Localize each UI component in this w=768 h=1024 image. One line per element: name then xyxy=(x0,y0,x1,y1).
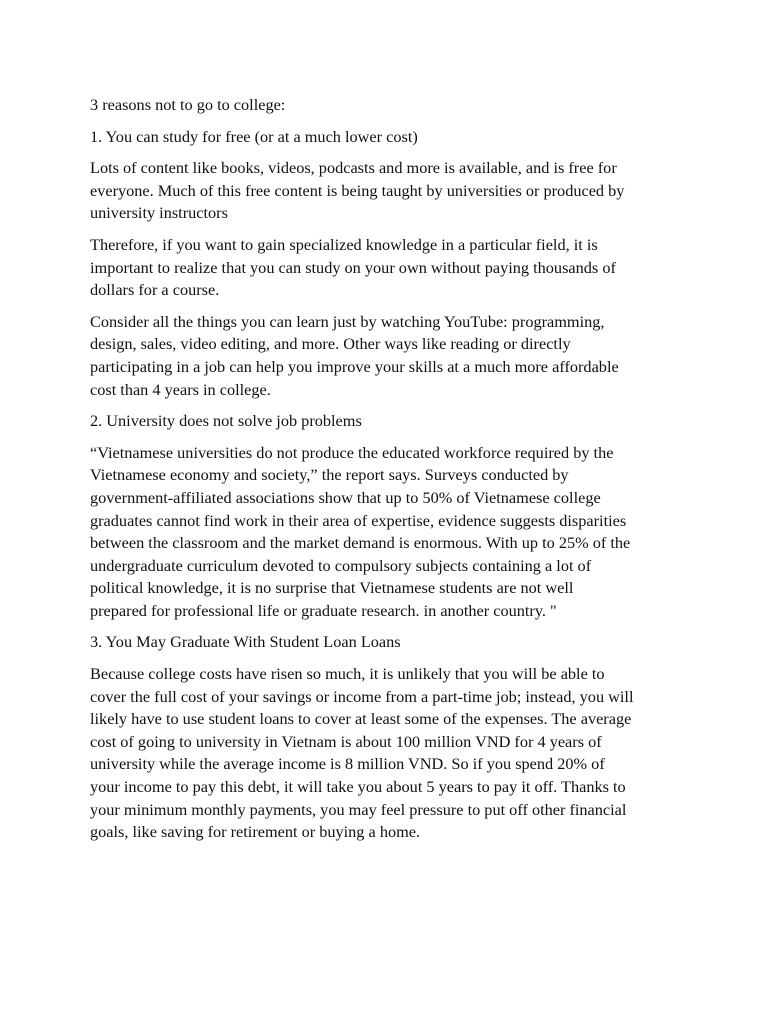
paragraph-line: cover the full cost of your savings or income from a part-time job; instead, you will xyxy=(90,686,634,706)
section-heading-3: 3. You May Graduate With Student Loan Loans xyxy=(90,632,401,652)
paragraph-line: your minimum monthly payments, you may feel pressure to put off other financial xyxy=(90,799,627,819)
paragraph-line: government-affiliated associations show that up to 50% of Vietnamese college xyxy=(90,487,601,507)
paragraph-line: graduates cannot find work in their area of expertise, evidence suggests disparities xyxy=(90,510,627,530)
paragraph-line: Consider all the things you can learn just by watching YouTube: programming, xyxy=(90,311,605,331)
paragraph-free-content xyxy=(90,157,690,225)
paragraph-line: participating in a job can help you improve your skills at a much more affordable xyxy=(90,356,619,376)
paragraph-report-quote xyxy=(90,442,690,623)
paragraph-line: undergraduate curriculum devoted to compulsory subjects containing a lot of xyxy=(90,555,592,575)
paragraph-line: everyone. Much of this free content is being taught by universities or produced by xyxy=(90,180,625,200)
document-body xyxy=(90,94,690,853)
paragraph-line: political knowledge, it is no surprise that Vietnamese students are not well xyxy=(90,578,574,598)
paragraph-student-loans xyxy=(90,663,690,844)
paragraph-line: cost of going to university in Vietnam is about 100 million VND for 4 years of xyxy=(90,731,602,751)
paragraph-specialized-knowledge xyxy=(90,234,690,302)
paragraph-line: design, sales, video editing, and more. Other ways like reading or directly xyxy=(90,334,571,354)
paragraph-line: Therefore, if you want to gain specialized knowledge in a particular field, it is xyxy=(90,234,598,254)
paragraph-line: likely have to use student loans to cover at least some of the expenses. The average xyxy=(90,709,632,729)
paragraph-line: university while the average income is 8 million VND. So if you spend 20% of xyxy=(90,754,605,774)
paragraph-line: between the classroom and the market demand is enormous. With up to 25% of the xyxy=(90,533,631,553)
paragraph-line: goals, like saving for retirement or buying a home. xyxy=(90,822,421,842)
section-heading-1: 1. You can study for free (or at a much lower cost) xyxy=(90,126,418,146)
paragraph-line: Lots of content like books, videos, podcasts and more is available, and is free for xyxy=(90,158,617,178)
paragraph-line: prepared for professional life or graduate research. in another country. " xyxy=(90,600,557,620)
document-title: 3 reasons not to go to college: xyxy=(90,95,286,114)
paragraph-youtube xyxy=(90,311,690,401)
paragraph-line: Vietnamese economy and society,” the report says. Surveys conducted by xyxy=(90,465,569,485)
paragraph-line: “Vietnamese universities do not produce the educated workforce required by the xyxy=(90,442,614,462)
paragraph-line: your income to pay this debt, it will take you about 5 years to pay it off. Thanks to xyxy=(90,777,626,797)
paragraph-line: Because college costs have risen so much, it is unlikely that you will be able to xyxy=(90,664,605,684)
paragraph-line: cost than 4 years in college. xyxy=(90,379,271,399)
paragraph-line: important to realize that you can study on your own without paying thousands of xyxy=(90,257,616,277)
section-heading-2: 2. University does not solve job problems xyxy=(90,411,362,431)
paragraph-line: university instructors xyxy=(90,203,228,223)
paragraph-line: dollars for a course. xyxy=(90,280,220,300)
